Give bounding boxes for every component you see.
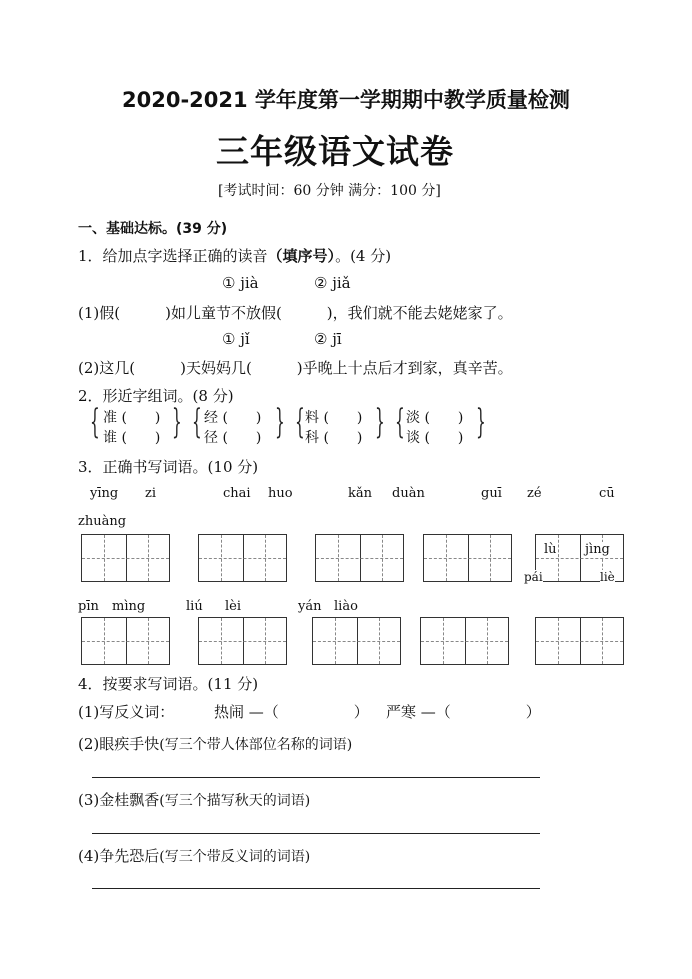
pinyin-label: pái	[524, 570, 543, 584]
writing-grid[interactable]	[198, 534, 287, 582]
q2-item: 经 ( )	[204, 410, 262, 426]
q1-option-b2: ② jī	[314, 330, 342, 348]
q4-sub3	[78, 789, 310, 810]
q4-sub3-hint: (写三个描写秋天的词语)	[159, 793, 311, 809]
brace-icon: {	[295, 402, 305, 442]
q2-item: 谁 ( )	[103, 430, 161, 446]
pinyin-label: cū	[599, 486, 615, 501]
q4-sub3-idiom: (3)金桂飘香	[78, 791, 160, 809]
q2-item: 淡 ( )	[406, 410, 464, 426]
pinyin-label: pīn	[78, 599, 99, 614]
answer-line[interactable]	[92, 833, 540, 834]
q2-item: 谈 ( )	[406, 430, 464, 446]
q1-option-a2: ② jiǎ	[314, 274, 351, 292]
writing-grid[interactable]	[81, 617, 170, 665]
q1-prompt-text: 1．给加点字选择正确的读音	[78, 247, 268, 265]
q1-prompt-tail: 。(4 分)	[335, 247, 392, 265]
q4-sub4-idiom: (4)争先恐后	[78, 847, 160, 865]
writing-grid[interactable]	[535, 617, 624, 665]
brace-icon: }	[476, 402, 486, 442]
pinyin-label: zhuàng	[78, 514, 127, 529]
q4-prompt: 4．按要求写词语。(11 分)	[78, 675, 259, 693]
pinyin-label: mìng	[112, 599, 146, 614]
section-heading: 一、基础达标。(39 分)	[78, 221, 228, 237]
q4-sub1-antonym-a[interactable]: 热闹 —（ ）	[214, 703, 369, 721]
q4-sub1-label: (1)写反义词：	[78, 703, 175, 721]
brace-icon: {	[395, 402, 405, 442]
q1-sentence-a: (1)假( )如儿童节不放假( )，我们就不能去姥姥家了。	[78, 304, 513, 322]
writing-grid[interactable]	[420, 617, 509, 665]
q4-sub2-idiom: (2)眼疾手快	[78, 735, 160, 753]
pinyin-label: duàn	[392, 486, 425, 501]
q1-prompt-bold: （填序号）	[267, 247, 336, 265]
brace-icon: {	[90, 402, 100, 442]
q2-item: 料 ( )	[305, 410, 363, 426]
pinyin-label: lèi	[225, 599, 242, 614]
q1-option-a1: ① jià	[222, 274, 259, 292]
pinyin-label: lù	[544, 542, 557, 557]
q4-sub2-hint: (写三个带人体部位名称的词语)	[159, 737, 353, 753]
q2-item: 径 ( )	[204, 430, 262, 446]
q4-sub4	[78, 845, 310, 866]
pinyin-label: kǎn	[348, 486, 373, 501]
brace-icon: }	[275, 402, 285, 442]
q2-item: 科 ( )	[305, 430, 363, 446]
pinyin-label: zi	[145, 486, 157, 501]
pinyin-label: yán	[298, 599, 322, 614]
pinyin-label: liú	[186, 599, 203, 614]
pinyin-label: yīng	[90, 486, 119, 501]
pinyin-label: liào	[334, 599, 358, 614]
q2-prompt: 2．形近字组词。(8 分)	[78, 387, 234, 405]
writing-grid[interactable]	[315, 534, 404, 582]
paper-subtitle: 三年级语文试卷	[216, 132, 454, 171]
q4-sub4-hint: (写三个带反义词的词语)	[159, 849, 311, 865]
pinyin-label: jìng	[585, 542, 610, 557]
writing-grid[interactable]	[81, 534, 170, 582]
brace-icon: }	[172, 402, 182, 442]
writing-grid[interactable]	[312, 617, 401, 665]
brace-icon: {	[192, 402, 202, 442]
pinyin-label: liè	[600, 570, 615, 584]
q1-sentence-b: (2)这几( )天妈妈几( )乎晚上十点后才到家，真辛苦。	[78, 359, 513, 377]
brace-icon: }	[375, 402, 385, 442]
q3-prompt: 3．正确书写词语。(10 分)	[78, 458, 259, 476]
q2-item: 准 ( )	[103, 410, 161, 426]
pinyin-label: chai	[223, 486, 251, 501]
q1-option-b1: ① jǐ	[222, 330, 250, 348]
pinyin-label: zé	[527, 486, 542, 501]
writing-grid[interactable]	[198, 617, 287, 665]
answer-line[interactable]	[92, 888, 540, 889]
pinyin-label: huo	[268, 486, 293, 501]
writing-grid[interactable]	[423, 534, 512, 582]
q4-sub1-antonym-b[interactable]: 严寒 —（ ）	[386, 703, 541, 721]
q1-prompt	[78, 245, 391, 266]
answer-line[interactable]	[92, 777, 540, 778]
exam-title-line: 2020-2021 学年度第一学期期中教学质量检测	[122, 88, 570, 112]
exam-info: [考试时间：60 分钟 满分：100 分]	[218, 183, 441, 199]
pinyin-label: guī	[481, 486, 502, 501]
q4-sub2	[78, 733, 352, 754]
